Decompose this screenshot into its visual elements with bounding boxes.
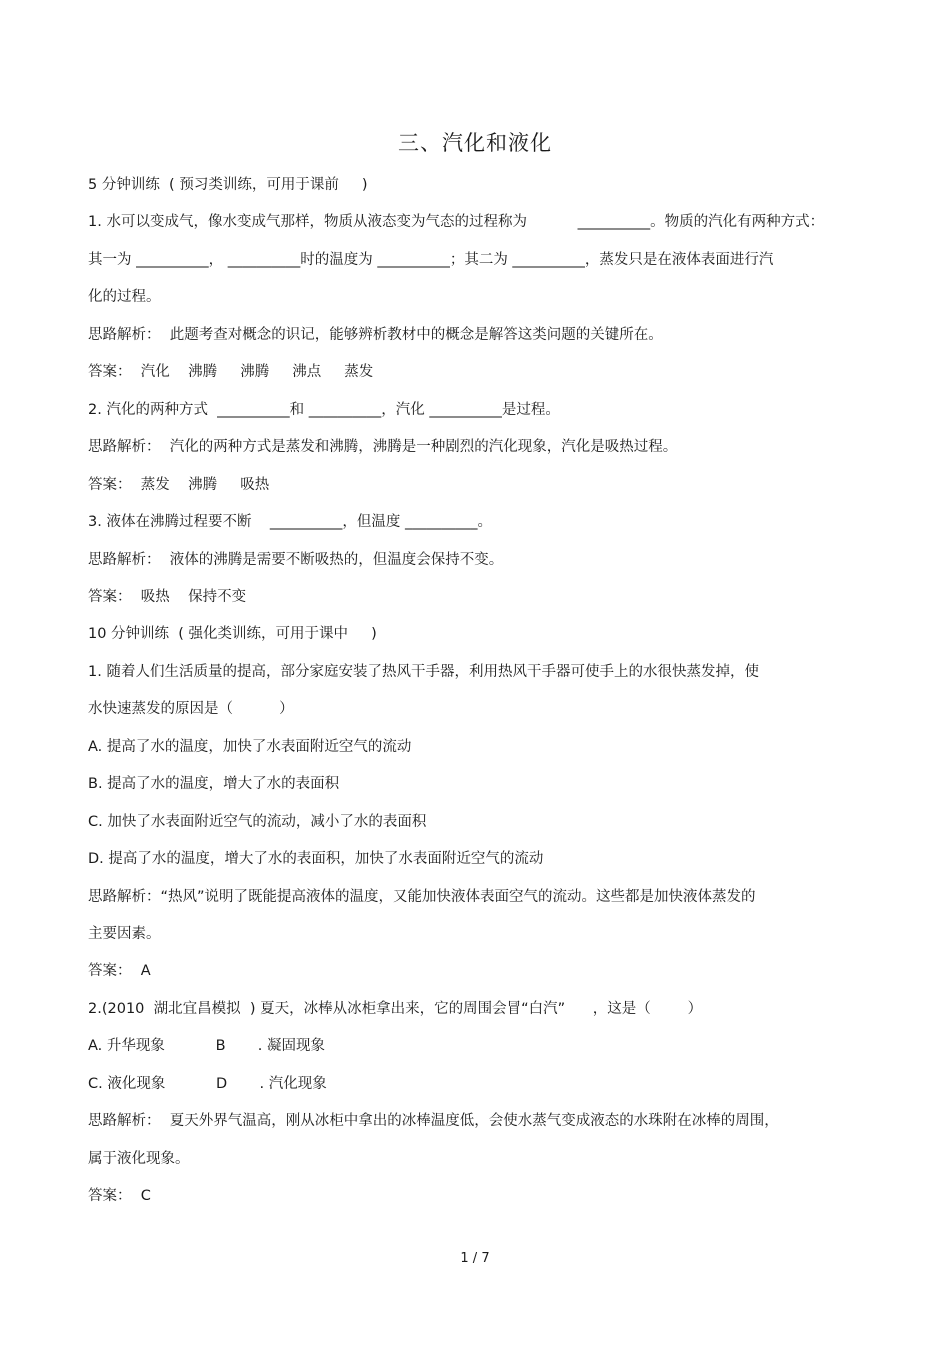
mc-question-1-line-1: 1. 随着人们生活质量的提高，部分家庭安装了热风干手器，利用热风干手器可使手上的水很快蒸发掉，使 <box>88 664 759 680</box>
mc-answer-1: 答案： A <box>88 963 151 979</box>
mc-answer-2: 答案： C <box>88 1188 151 1204</box>
mc-question-2-options-ab: A. 升华现象 B . 凝固现象 <box>88 1038 326 1054</box>
mc-analysis-1-line-1: 思路解析：“热风”说明了既能提高液体的温度，又能加快液体表面空气的流动。这些都是加快液体蒸发的 <box>88 889 756 905</box>
mc-analysis-2-line-1: 思路解析： 夏天外界气温高，刚从冰柜中拿出的冰棒温度低，会使水蒸气变成液态的水珠附在冰棒的周围， <box>88 1113 779 1129</box>
mc-question-2-options-cd: C. 液化现象 D . 汽化现象 <box>88 1076 327 1092</box>
answer-3: 答案： 吸热 保持不变 <box>88 589 247 605</box>
section-heading-5min: 5 分钟训练 ( 预习类训练，可用于课前 ) <box>88 177 368 193</box>
question-1-line-3: 化的过程。 <box>88 289 161 305</box>
question-1-line-1: 1. 水可以变成气，像水变成气那样，物质从液态变为气态的过程称为 __________。物质的汽化有两种方式： <box>88 214 825 230</box>
mc-question-1-option-c: C. 加快了水表面附近空气的流动，减小了水的表面积 <box>88 814 427 830</box>
analysis-3: 思路解析： 液体的沸腾是需要不断吸热的，但温度会保持不变。 <box>88 552 504 568</box>
mc-question-1-option-a: A. 提高了水的温度，加快了水表面附近空气的流动 <box>88 739 412 755</box>
page-number: 1 / 7 <box>460 1251 490 1266</box>
mc-analysis-1-line-2: 主要因素。 <box>88 926 161 942</box>
answer-1: 答案： 汽化 沸腾 沸腾 沸点 蒸发 <box>88 364 374 380</box>
answer-2: 答案： 蒸发 沸腾 吸热 <box>88 477 270 493</box>
mc-analysis-2-line-2: 属于液化现象。 <box>88 1151 190 1167</box>
question-1-line-2: 其一为 __________， __________时的温度为 __________；其二为 __________，蒸发只是在液体表面进行汽 <box>88 252 774 268</box>
mc-question-1-option-d: D. 提高了水的温度，增大了水的表面积，加快了水表面附近空气的流动 <box>88 851 544 867</box>
analysis-1: 思路解析： 此题考查对概念的识记，能够辨析教材中的概念是解答这类问题的关键所在。 <box>88 327 663 343</box>
mc-question-1-line-2: 水快速蒸发的原因是（ ） <box>88 701 294 717</box>
mc-question-2: 2.(2010 湖北宜昌模拟 ) 夏天，冰棒从冰柜拿出来，它的周围会冒“白汽” ，这是（ ） <box>88 1001 703 1017</box>
question-3: 3. 液体在沸腾过程要不断 __________，但温度 __________。 <box>88 514 492 530</box>
analysis-2: 思路解析： 汽化的两种方式是蒸发和沸腾，沸腾是一种剧烈的汽化现象，汽化是吸热过程。 <box>88 439 678 455</box>
mc-question-1-option-b: B. 提高了水的温度，增大了水的表面积 <box>88 776 340 792</box>
section-heading-10min: 10 分钟训练 ( 强化类训练，可用于课中 ) <box>88 626 377 642</box>
question-2: 2. 汽化的两种方式 __________和 __________，汽化 __________是过程。 <box>88 402 560 418</box>
page-title: 三、汽化和液化 <box>398 131 552 155</box>
